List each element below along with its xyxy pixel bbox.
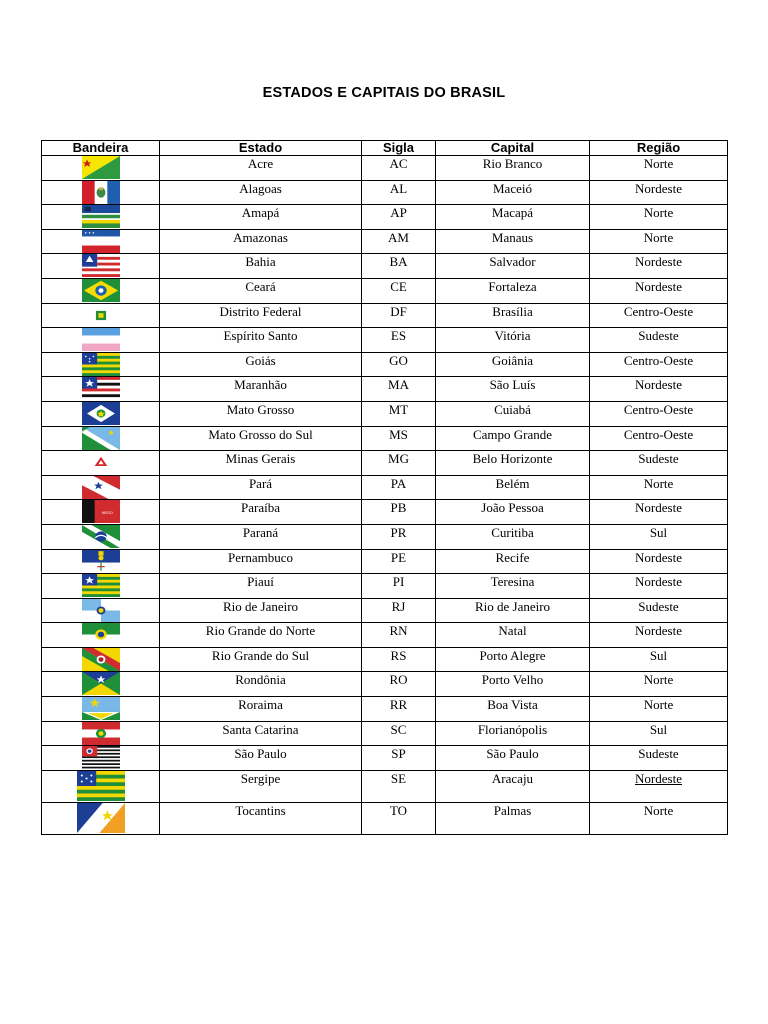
capital-cell: Palmas (436, 802, 590, 834)
santa-catarina-flag-icon (82, 722, 120, 745)
region-cell: Sul (590, 647, 728, 672)
table-row (42, 229, 728, 254)
abbr-cell: ES (362, 328, 436, 353)
state-cell: Alagoas (160, 180, 362, 205)
flag-cell (42, 205, 160, 230)
state-cell: Distrito Federal (160, 303, 362, 328)
region-cell: Nordeste (590, 549, 728, 574)
region-cell: Norte (590, 672, 728, 697)
flag-cell (42, 401, 160, 426)
states-table (41, 140, 728, 835)
flag-cell (42, 377, 160, 402)
region-cell: Centro-Oeste (590, 352, 728, 377)
abbr-cell: MG (362, 451, 436, 476)
abbr-cell: PI (362, 574, 436, 599)
abbr-cell: MS (362, 426, 436, 451)
flag-cell (42, 746, 160, 771)
capital-cell: Salvador (436, 254, 590, 279)
table-row (42, 500, 728, 525)
abbr-cell: SP (362, 746, 436, 771)
capital-cell: Boa Vista (436, 697, 590, 722)
capital-cell: São Luís (436, 377, 590, 402)
rio-de-janeiro-flag-icon (82, 599, 120, 622)
table-row (42, 623, 728, 648)
table-row (42, 156, 728, 181)
table-row (42, 451, 728, 476)
flag-cell (42, 697, 160, 722)
state-cell: Mato Grosso (160, 401, 362, 426)
minas-gerais-flag-icon (82, 451, 120, 474)
header-region: Região (590, 141, 728, 156)
alagoas-flag-icon (82, 181, 120, 204)
capital-cell: Manaus (436, 229, 590, 254)
header-flag: Bandeira (42, 141, 160, 156)
region-cell: Norte (590, 229, 728, 254)
table-row (42, 328, 728, 353)
table-row (42, 721, 728, 746)
capital-cell: Natal (436, 623, 590, 648)
flag-cell (42, 500, 160, 525)
region-cell: Sudeste (590, 328, 728, 353)
state-cell: Tocantins (160, 802, 362, 834)
abbr-cell: TO (362, 802, 436, 834)
flag-cell (42, 303, 160, 328)
state-cell: Amapá (160, 205, 362, 230)
capital-cell: Cuiabá (436, 401, 590, 426)
abbr-cell: DF (362, 303, 436, 328)
region-cell: Nordeste (590, 770, 728, 802)
region-cell: Sul (590, 524, 728, 549)
state-cell: Rio de Janeiro (160, 598, 362, 623)
abbr-cell: AM (362, 229, 436, 254)
piaui-flag-icon (82, 574, 120, 597)
region-cell: Nordeste (590, 574, 728, 599)
capital-cell: Belo Horizonte (436, 451, 590, 476)
table-row (42, 377, 728, 402)
capital-cell: Macapá (436, 205, 590, 230)
acre-flag-icon (82, 156, 120, 179)
state-cell: Amazonas (160, 229, 362, 254)
rondonia-flag-icon (82, 672, 120, 695)
flag-cell (42, 254, 160, 279)
flag-cell (42, 770, 160, 802)
table-row (42, 802, 728, 834)
capital-cell: Teresina (436, 574, 590, 599)
capital-cell: Brasília (436, 303, 590, 328)
flag-cell (42, 156, 160, 181)
region-cell: Nordeste (590, 180, 728, 205)
capital-cell: Maceió (436, 180, 590, 205)
region-cell: Nordeste (590, 254, 728, 279)
abbr-cell: RN (362, 623, 436, 648)
flag-cell (42, 802, 160, 834)
abbr-cell: PE (362, 549, 436, 574)
page-title: ESTADOS E CAPITAIS DO BRASIL (262, 85, 506, 101)
region-cell: Centro-Oeste (590, 303, 728, 328)
capital-cell: Aracaju (436, 770, 590, 802)
flag-cell (42, 475, 160, 500)
flag-cell (42, 549, 160, 574)
region-cell: Sudeste (590, 598, 728, 623)
flag-cell (42, 328, 160, 353)
region-cell: Sudeste (590, 746, 728, 771)
flag-cell (42, 623, 160, 648)
capital-cell: Rio de Janeiro (436, 598, 590, 623)
amapa-flag-icon (82, 205, 120, 228)
state-cell: Rondônia (160, 672, 362, 697)
mato-grosso-do-sul-flag-icon (82, 427, 120, 450)
table-row (42, 303, 728, 328)
state-cell: São Paulo (160, 746, 362, 771)
state-cell: Santa Catarina (160, 721, 362, 746)
flag-cell (42, 229, 160, 254)
region-cell: Sul (590, 721, 728, 746)
table-row (42, 180, 728, 205)
capital-cell: Curitiba (436, 524, 590, 549)
capital-cell: São Paulo (436, 746, 590, 771)
region-cell: Norte (590, 802, 728, 834)
table-row (42, 254, 728, 279)
abbr-cell: GO (362, 352, 436, 377)
table-row (42, 401, 728, 426)
table-row (42, 672, 728, 697)
table-row (42, 426, 728, 451)
capital-cell: Florianópolis (436, 721, 590, 746)
para-flag-icon (82, 476, 120, 499)
region-cell: Sudeste (590, 451, 728, 476)
flag-cell (42, 672, 160, 697)
state-cell: Maranhão (160, 377, 362, 402)
region-cell: Norte (590, 205, 728, 230)
capital-cell: Recife (436, 549, 590, 574)
table-row (42, 524, 728, 549)
header-capital: Capital (436, 141, 590, 156)
region-cell: Nordeste (590, 278, 728, 303)
abbr-cell: RS (362, 647, 436, 672)
flag-cell (42, 426, 160, 451)
flag-cell (42, 278, 160, 303)
abbr-cell: PR (362, 524, 436, 549)
capital-cell: Belém (436, 475, 590, 500)
table-row (42, 475, 728, 500)
table-row (42, 549, 728, 574)
state-cell: Minas Gerais (160, 451, 362, 476)
svg-text:NEGO: NEGO (101, 511, 113, 516)
paraiba-flag-icon (82, 500, 120, 523)
abbr-cell: RR (362, 697, 436, 722)
state-cell: Goiás (160, 352, 362, 377)
region-cell: Norte (590, 156, 728, 181)
flag-cell (42, 721, 160, 746)
abbr-cell: SE (362, 770, 436, 802)
espirito-santo-flag-icon (82, 328, 120, 351)
table-row (42, 574, 728, 599)
mato-grosso-flag-icon (82, 402, 120, 425)
table-row (42, 205, 728, 230)
table-row (42, 647, 728, 672)
flag-cell (42, 524, 160, 549)
capital-cell: Vitória (436, 328, 590, 353)
table-row (42, 352, 728, 377)
header-state: Estado (160, 141, 362, 156)
region-cell: Nordeste (590, 623, 728, 648)
table-row (42, 697, 728, 722)
abbr-cell: MA (362, 377, 436, 402)
goias-flag-icon (82, 353, 120, 376)
region-cell: Nordeste (590, 500, 728, 525)
rio-grande-do-sul-flag-icon (82, 648, 120, 671)
capital-cell: Fortaleza (436, 278, 590, 303)
abbr-cell: AC (362, 156, 436, 181)
state-cell: Rio Grande do Sul (160, 647, 362, 672)
header-abbr: Sigla (362, 141, 436, 156)
state-cell: Piauí (160, 574, 362, 599)
abbr-cell: AL (362, 180, 436, 205)
bahia-flag-icon (82, 254, 120, 277)
capital-cell: Rio Branco (436, 156, 590, 181)
tocantins-flag-icon (77, 803, 125, 833)
distrito-federal-flag-icon (82, 304, 120, 327)
abbr-cell: PA (362, 475, 436, 500)
flag-cell (42, 352, 160, 377)
abbr-cell: PB (362, 500, 436, 525)
abbr-cell: BA (362, 254, 436, 279)
state-cell: Paraná (160, 524, 362, 549)
sao-paulo-flag-icon (82, 746, 120, 769)
abbr-cell: SC (362, 721, 436, 746)
flag-cell (42, 647, 160, 672)
flag-cell (42, 180, 160, 205)
flag-cell (42, 574, 160, 599)
state-cell: Ceará (160, 278, 362, 303)
capital-cell: Goiânia (436, 352, 590, 377)
state-cell: Rio Grande do Norte (160, 623, 362, 648)
capital-cell: Porto Alegre (436, 647, 590, 672)
region-cell: Centro-Oeste (590, 426, 728, 451)
state-cell: Pernambuco (160, 549, 362, 574)
state-cell: Espírito Santo (160, 328, 362, 353)
abbr-cell: RO (362, 672, 436, 697)
flag-cell (42, 451, 160, 476)
state-cell: Acre (160, 156, 362, 181)
amazonas-flag-icon (82, 230, 120, 253)
abbr-cell: RJ (362, 598, 436, 623)
table-row (42, 770, 728, 802)
rio-grande-do-norte-flag-icon (82, 623, 120, 646)
table-header-row (42, 141, 728, 156)
abbr-cell: MT (362, 401, 436, 426)
roraima-flag-icon (82, 697, 120, 720)
pernambuco-flag-icon (82, 550, 120, 573)
table-row (42, 598, 728, 623)
flag-cell (42, 598, 160, 623)
table-row (42, 278, 728, 303)
abbr-cell: AP (362, 205, 436, 230)
state-cell: Sergipe (160, 770, 362, 802)
sergipe-flag-icon (77, 771, 125, 801)
table-row (42, 746, 728, 771)
region-cell: Norte (590, 475, 728, 500)
abbr-cell: CE (362, 278, 436, 303)
capital-cell: Porto Velho (436, 672, 590, 697)
capital-cell: João Pessoa (436, 500, 590, 525)
state-cell: Roraima (160, 697, 362, 722)
ceara-flag-icon (82, 279, 120, 302)
state-cell: Bahia (160, 254, 362, 279)
region-cell: Centro-Oeste (590, 401, 728, 426)
region-cell: Nordeste (590, 377, 728, 402)
state-cell: Paraíba (160, 500, 362, 525)
capital-cell: Campo Grande (436, 426, 590, 451)
region-cell: Norte (590, 697, 728, 722)
state-cell: Mato Grosso do Sul (160, 426, 362, 451)
maranhao-flag-icon (82, 377, 120, 400)
parana-flag-icon (82, 525, 120, 548)
state-cell: Pará (160, 475, 362, 500)
